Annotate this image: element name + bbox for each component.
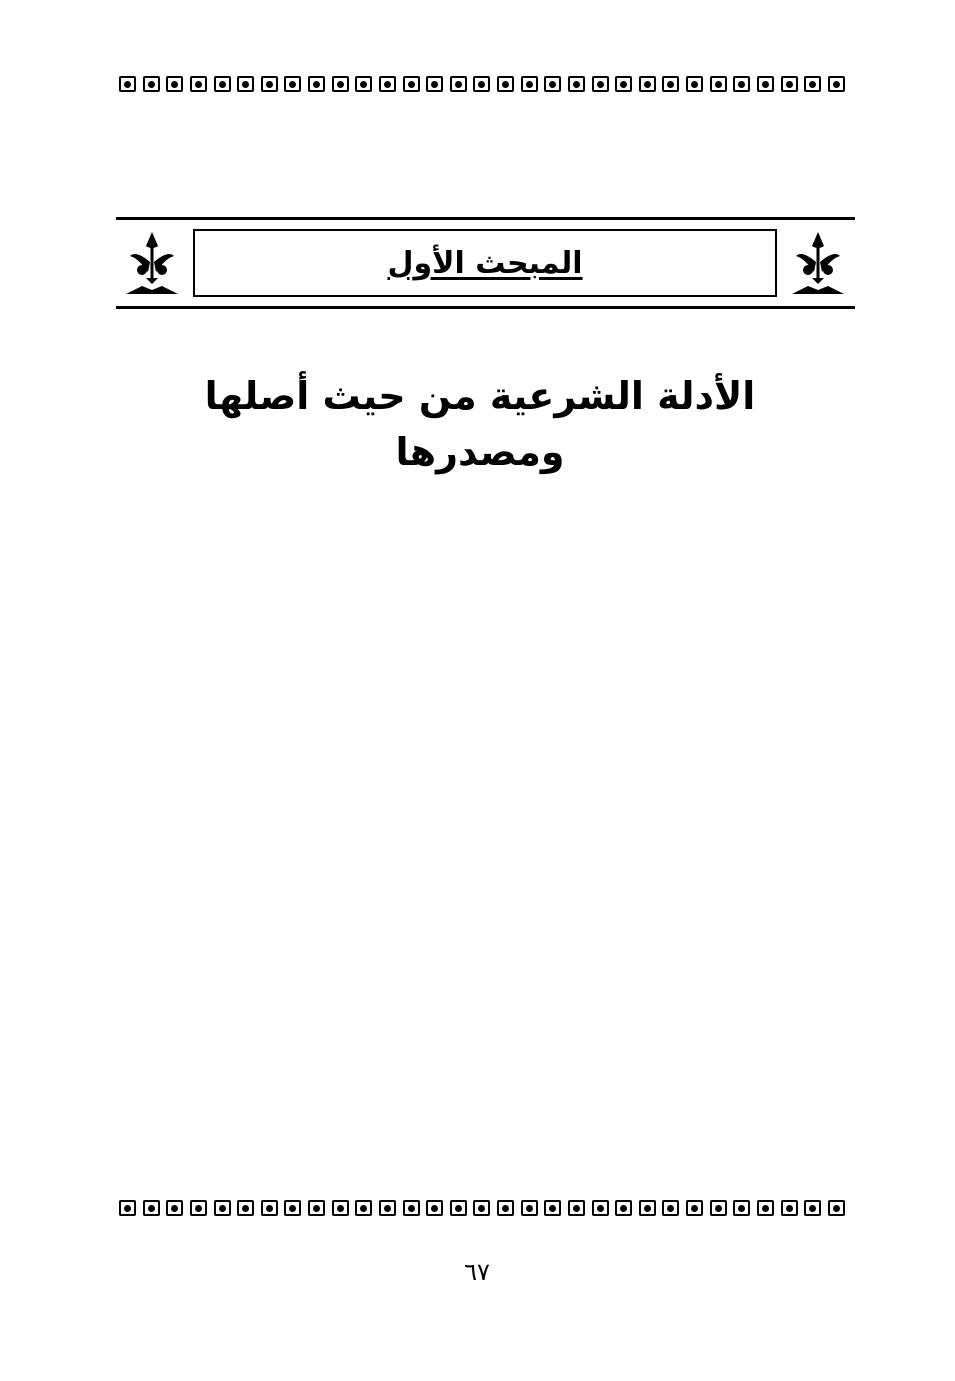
square-dot-bead-icon — [710, 76, 727, 92]
square-dot-bead-icon — [710, 1200, 727, 1216]
square-dot-bead-icon — [332, 76, 349, 92]
square-dot-bead-icon — [190, 1200, 207, 1216]
page-number: ٦٧ — [464, 1258, 490, 1286]
square-dot-bead-icon — [119, 1200, 136, 1216]
floral-fleuron-icon — [790, 228, 846, 298]
square-dot-bead-icon — [757, 76, 774, 92]
square-dot-bead-icon — [592, 1200, 609, 1216]
square-dot-bead-icon — [284, 76, 301, 92]
square-dot-bead-icon — [521, 1200, 538, 1216]
square-dot-bead-icon — [686, 76, 703, 92]
square-dot-bead-icon — [261, 1200, 278, 1216]
square-dot-bead-icon — [450, 1200, 467, 1216]
square-dot-bead-icon — [143, 76, 160, 92]
square-dot-bead-icon — [497, 76, 514, 92]
section-title: المبحث الأول — [387, 245, 583, 281]
bottom-bead-border — [119, 1200, 845, 1218]
square-dot-bead-icon — [686, 1200, 703, 1216]
chapter-subtitle: الأدلة الشرعية من حيث أصلها ومصدرها — [204, 374, 756, 474]
square-dot-bead-icon — [804, 76, 821, 92]
square-dot-bead-icon — [426, 1200, 443, 1216]
square-dot-bead-icon — [379, 1200, 396, 1216]
square-dot-bead-icon — [639, 76, 656, 92]
square-dot-bead-icon — [237, 1200, 254, 1216]
square-dot-bead-icon — [733, 1200, 750, 1216]
square-dot-bead-icon — [190, 76, 207, 92]
square-dot-bead-icon — [308, 1200, 325, 1216]
square-dot-bead-icon — [237, 76, 254, 92]
square-dot-bead-icon — [828, 76, 845, 92]
square-dot-bead-icon — [592, 76, 609, 92]
square-dot-bead-icon — [733, 76, 750, 92]
square-dot-bead-icon — [544, 76, 561, 92]
square-dot-bead-icon — [662, 1200, 679, 1216]
square-dot-bead-icon — [757, 1200, 774, 1216]
square-dot-bead-icon — [403, 76, 420, 92]
square-dot-bead-icon — [473, 76, 490, 92]
square-dot-bead-icon — [166, 1200, 183, 1216]
square-dot-bead-icon — [497, 1200, 514, 1216]
square-dot-bead-icon — [568, 1200, 585, 1216]
square-dot-bead-icon — [568, 76, 585, 92]
square-dot-bead-icon — [284, 1200, 301, 1216]
square-dot-bead-icon — [781, 76, 798, 92]
square-dot-bead-icon — [261, 76, 278, 92]
square-dot-bead-icon — [426, 76, 443, 92]
square-dot-bead-icon — [214, 76, 231, 92]
square-dot-bead-icon — [473, 1200, 490, 1216]
square-dot-bead-icon — [450, 76, 467, 92]
square-dot-bead-icon — [355, 76, 372, 92]
square-dot-bead-icon — [521, 76, 538, 92]
square-dot-bead-icon — [214, 1200, 231, 1216]
square-dot-bead-icon — [403, 1200, 420, 1216]
square-dot-bead-icon — [615, 1200, 632, 1216]
header-top-rule — [116, 217, 855, 220]
section-title-box — [193, 229, 777, 297]
square-dot-bead-icon — [781, 1200, 798, 1216]
square-dot-bead-icon — [355, 1200, 372, 1216]
header-bottom-rule — [116, 306, 855, 309]
square-dot-bead-icon — [143, 1200, 160, 1216]
square-dot-bead-icon — [166, 76, 183, 92]
floral-fleuron-icon — [124, 228, 180, 298]
square-dot-bead-icon — [615, 76, 632, 92]
square-dot-bead-icon — [544, 1200, 561, 1216]
square-dot-bead-icon — [804, 1200, 821, 1216]
square-dot-bead-icon — [828, 1200, 845, 1216]
square-dot-bead-icon — [308, 76, 325, 92]
square-dot-bead-icon — [379, 76, 396, 92]
square-dot-bead-icon — [662, 76, 679, 92]
square-dot-bead-icon — [119, 76, 136, 92]
square-dot-bead-icon — [332, 1200, 349, 1216]
top-bead-border — [119, 76, 845, 94]
square-dot-bead-icon — [639, 1200, 656, 1216]
